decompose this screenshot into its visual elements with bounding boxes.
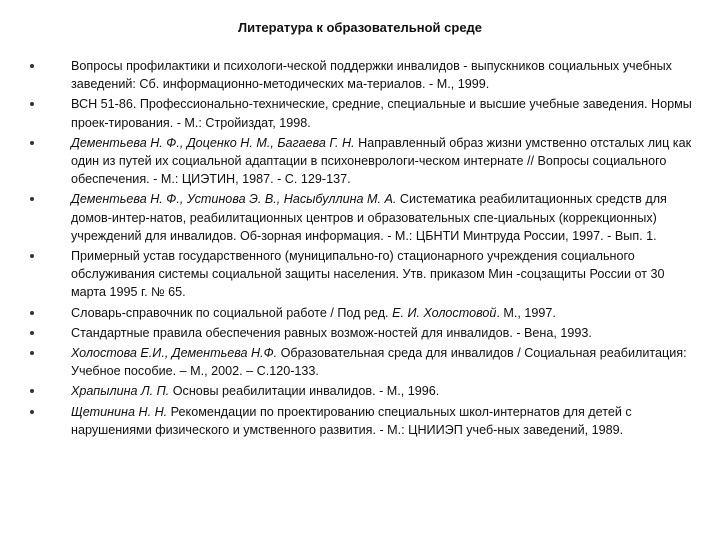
reference-item [0, 344, 720, 380]
bullet-icon [30, 197, 34, 201]
bullet-icon [30, 311, 34, 315]
reference-text: Примерный устав государственного (муниципально-го) стационарного учреждения социального обслуживания системы социальной защиты населения. Утв. приказом Мин -соцзащиты России от 30 марта 1995 г. № 65. [71, 249, 665, 300]
reference-item [0, 247, 720, 302]
reference-authors: Дементьева Н. Ф., Доценко Н. М., Багаева Г. Н. [71, 135, 355, 150]
reference-text: Стандартные правила обеспечения равных возмож-ностей для инвалидов. - Вена, 1993. [71, 325, 592, 340]
reference-item [0, 134, 720, 189]
reference-text: Словарь-справочник по социальной работе / Под ред. [71, 305, 393, 320]
page-title: Литература к образовательной среде [237, 20, 483, 35]
reference-item [0, 403, 720, 439]
bullet-icon [30, 351, 34, 355]
reference-list [0, 57, 720, 441]
reference-item [0, 57, 720, 93]
reference-text: Вопросы профилактики и психологи-ческой поддержки инвалидов - выпускников социальных учебных заведений: Сб. информационно-методических ма-териалов. - М., 1999. [71, 59, 672, 92]
reference-text: Систематика реабилитационных средств для домов-интер-натов, реабилитационных центров и образовательных спе-циальных (коррекционных) учреждений для инвалидов. Об-зорная информация. - М.: ЦБНТИ Минтруда России, 1997. - Вып. 1. [71, 192, 667, 243]
reference-text: Основы реабилитации инвалидов. - М., 1996. [169, 384, 440, 399]
reference-text: Рекомендации по проектированию специальных школ-интернатов для детей с нарушениями физического и умственного развития. - М.: ЦНИИЭП учеб-ных заведений, 1989. [71, 404, 632, 437]
bullet-icon [30, 410, 34, 414]
bullet-icon [30, 331, 34, 335]
reference-authors: Храпылина Л. П. [71, 384, 170, 399]
reference-tail: . М., 1997. [496, 305, 556, 320]
reference-item [0, 324, 720, 342]
bullet-icon [30, 102, 34, 106]
bullet-icon [30, 141, 34, 145]
reference-text: ВСН 51-86. Профессионально-технические, средние, специальные и высшие учебные заведения. Нормы проек-тирования. - М.: Стройиздат, 1998. [71, 97, 692, 130]
reference-text: Образовательная среда для инвалидов / Социальная реабилитация: Учебное пособие. – М., 2002. – С.120-133. [71, 346, 687, 379]
reference-item [0, 382, 720, 400]
reference-item [0, 190, 720, 245]
reference-authors: Дементьева Н. Ф., Устинова Э. В., Насыбуллина М. А. [71, 192, 397, 207]
reference-text: Направленный образ жизни умственно отсталых лиц как один из путей их социальной адаптации в психоневрологи-ческом интернате // Вопросы социального обеспечения. - М.: ЦИЭТИН, 1987. - С. 129-137. [71, 135, 692, 187]
reference-authors: Щетинина Н. Н. [71, 404, 168, 419]
reference-authors: Холостова Е.И., Дементьева Н.Ф. [71, 346, 278, 361]
reference-item [0, 304, 720, 322]
bullet-icon [30, 389, 34, 393]
reference-editor: Е. И. Холостовой [392, 305, 497, 320]
bullet-icon [30, 64, 34, 68]
reference-item [0, 95, 720, 131]
bullet-icon [30, 254, 34, 258]
